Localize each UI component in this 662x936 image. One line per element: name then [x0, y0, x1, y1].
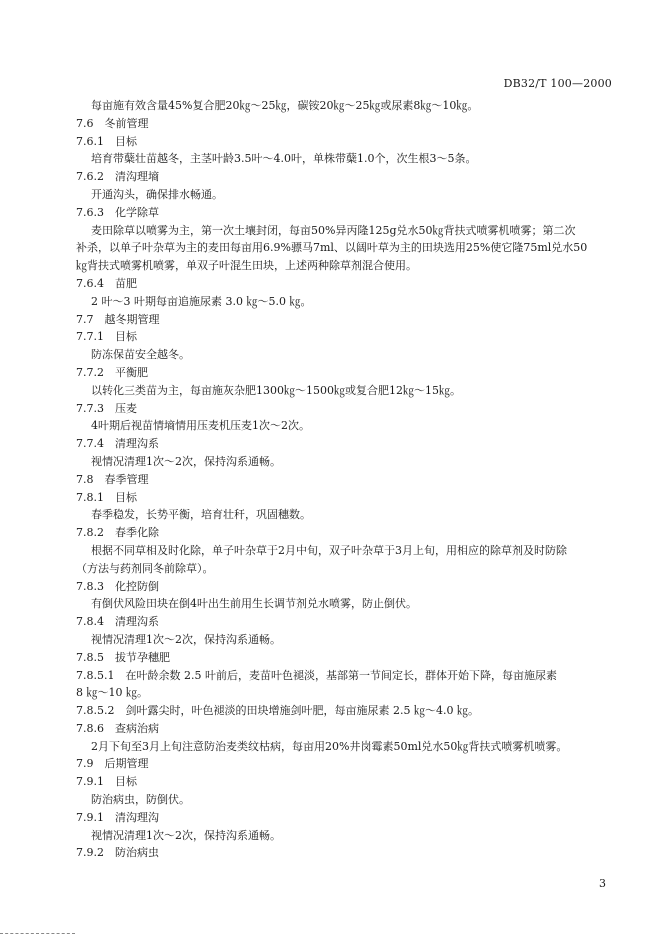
body-text-line: 麦田除草以喷雾为主，第一次土壤封闭，每亩50%异丙隆125g兑水50㎏背扶式喷雾机喷雾；第二次 — [91, 223, 576, 237]
body-text-line: 春季稳发，长势平衡，培育壮秆，巩固穗数。 — [91, 508, 311, 522]
section-heading: 7.6.2 清沟理墒 — [76, 170, 159, 184]
section-heading: 7.6.3 化学除草 — [76, 205, 159, 219]
body-text-line: 8 ㎏～10 ㎏。 — [76, 686, 148, 700]
body-text-line: 每亩施有效含量45%复合肥20㎏～25㎏，碳铵20㎏～25㎏或尿素8㎏～10㎏。 — [91, 99, 479, 112]
body-text-line: 防冻保苗安全越冬。 — [91, 348, 190, 362]
section-heading: 7.7.2 平衡肥 — [76, 365, 148, 379]
body-text-line: 根据不同草相及时化除，单子叶杂草于2月中旬，双子叶杂草于3月上旬，用相应的除草剂及时防除 — [91, 543, 567, 557]
page-number: 3 — [599, 877, 606, 890]
body-text-line: 有倒伏风险田块在倒4叶出生前用生长调节剂兑水喷雾，防止倒伏。 — [91, 597, 417, 611]
body-text-line: 培育带蘖壮苗越冬，主茎叶龄3.5叶～4.0叶，单株带蘖1.0个，次生根3～5条。 — [91, 152, 477, 166]
section-heading: 7.9 后期管理 — [76, 757, 149, 771]
body-text-line: 开通沟头，确保排水畅通。 — [91, 187, 223, 201]
section-heading: 7.8.6 查病治病 — [76, 721, 159, 735]
section-heading: 7.6.1 目标 — [76, 134, 137, 148]
body-text-line: 视情况清理1次～2次，保持沟系通畅。 — [91, 828, 281, 842]
section-heading: 7.8.5.1 在叶龄余数 2.5 叶前后，麦苗叶色褪淡，基部第一节间定长，群体开始下降，每亩施尿素 — [76, 668, 557, 682]
body-text-line: 以转化三类苗为主，每亩施灰杂肥1300㎏～1500㎏或复合肥12㎏～15㎏。 — [91, 383, 461, 397]
body-text-line: （方法与药剂同冬前除草）。 — [76, 561, 214, 575]
scan-edge-rule — [0, 933, 75, 934]
body-text-line: 防治病虫，防倒伏。 — [91, 793, 190, 807]
body-text-line: 4叶期后视苗情墒情用压麦机压麦1次～2次。 — [91, 419, 310, 433]
section-heading: 7.7.3 压麦 — [76, 401, 137, 415]
section-heading: 7.8.3 化控防倒 — [76, 579, 159, 593]
section-heading: 7.9.2 防治病虫 — [76, 846, 159, 860]
body-text-line: 2 叶～3 叶期每亩追施尿素 3.0 ㎏～5.0 ㎏。 — [91, 294, 312, 308]
section-heading: 7.8.2 春季化除 — [76, 526, 159, 540]
section-heading: 7.8.5 拔节孕穗肥 — [76, 650, 170, 664]
section-heading: 7.6 冬前管理 — [76, 116, 149, 130]
section-heading: 7.9.1 清沟理沟 — [76, 810, 159, 824]
section-heading: 7.8.5.2 剑叶露尖时，叶色褪淡的田块增施剑叶肥，每亩施尿素 2.5 ㎏～4.0 ㎏。 — [76, 704, 479, 718]
section-heading: 7.8.4 清理沟系 — [76, 615, 159, 629]
section-heading: 7.9.1 目标 — [76, 775, 137, 789]
body-text-line: 补杀，以单子叶杂草为主的麦田每亩用6.9%骠马7ml、以阔叶草为主的田块选用25%使它隆75ml兑水50 — [76, 241, 588, 255]
section-heading: 7.7.1 目标 — [76, 330, 137, 344]
section-heading: 7.6.4 苗肥 — [76, 276, 137, 290]
body-text-line: 视情况清理1次～2次，保持沟系通畅。 — [91, 454, 281, 468]
section-heading: 7.7.4 清理沟系 — [76, 437, 159, 451]
standard-code-header: DB32/T 100—2000 — [503, 77, 612, 90]
section-heading: 7.7 越冬期管理 — [76, 312, 160, 326]
section-heading: 7.8 春季管理 — [76, 472, 149, 486]
body-text-line: 2月下旬至3月上旬注意防治麦类纹枯病，每亩用20%井岗霉素50ml兑水50㎏背扶式喷雾机喷雾。 — [91, 739, 568, 753]
body-text-line: 视情况清理1次～2次，保持沟系通畅。 — [91, 632, 281, 646]
document-body — [76, 97, 606, 862]
section-heading: 7.8.1 目标 — [76, 490, 137, 504]
body-text-line: ㎏背扶式喷雾机喷雾，单双子叶混生田块，上述两种除草剂混合使用。 — [76, 259, 417, 273]
